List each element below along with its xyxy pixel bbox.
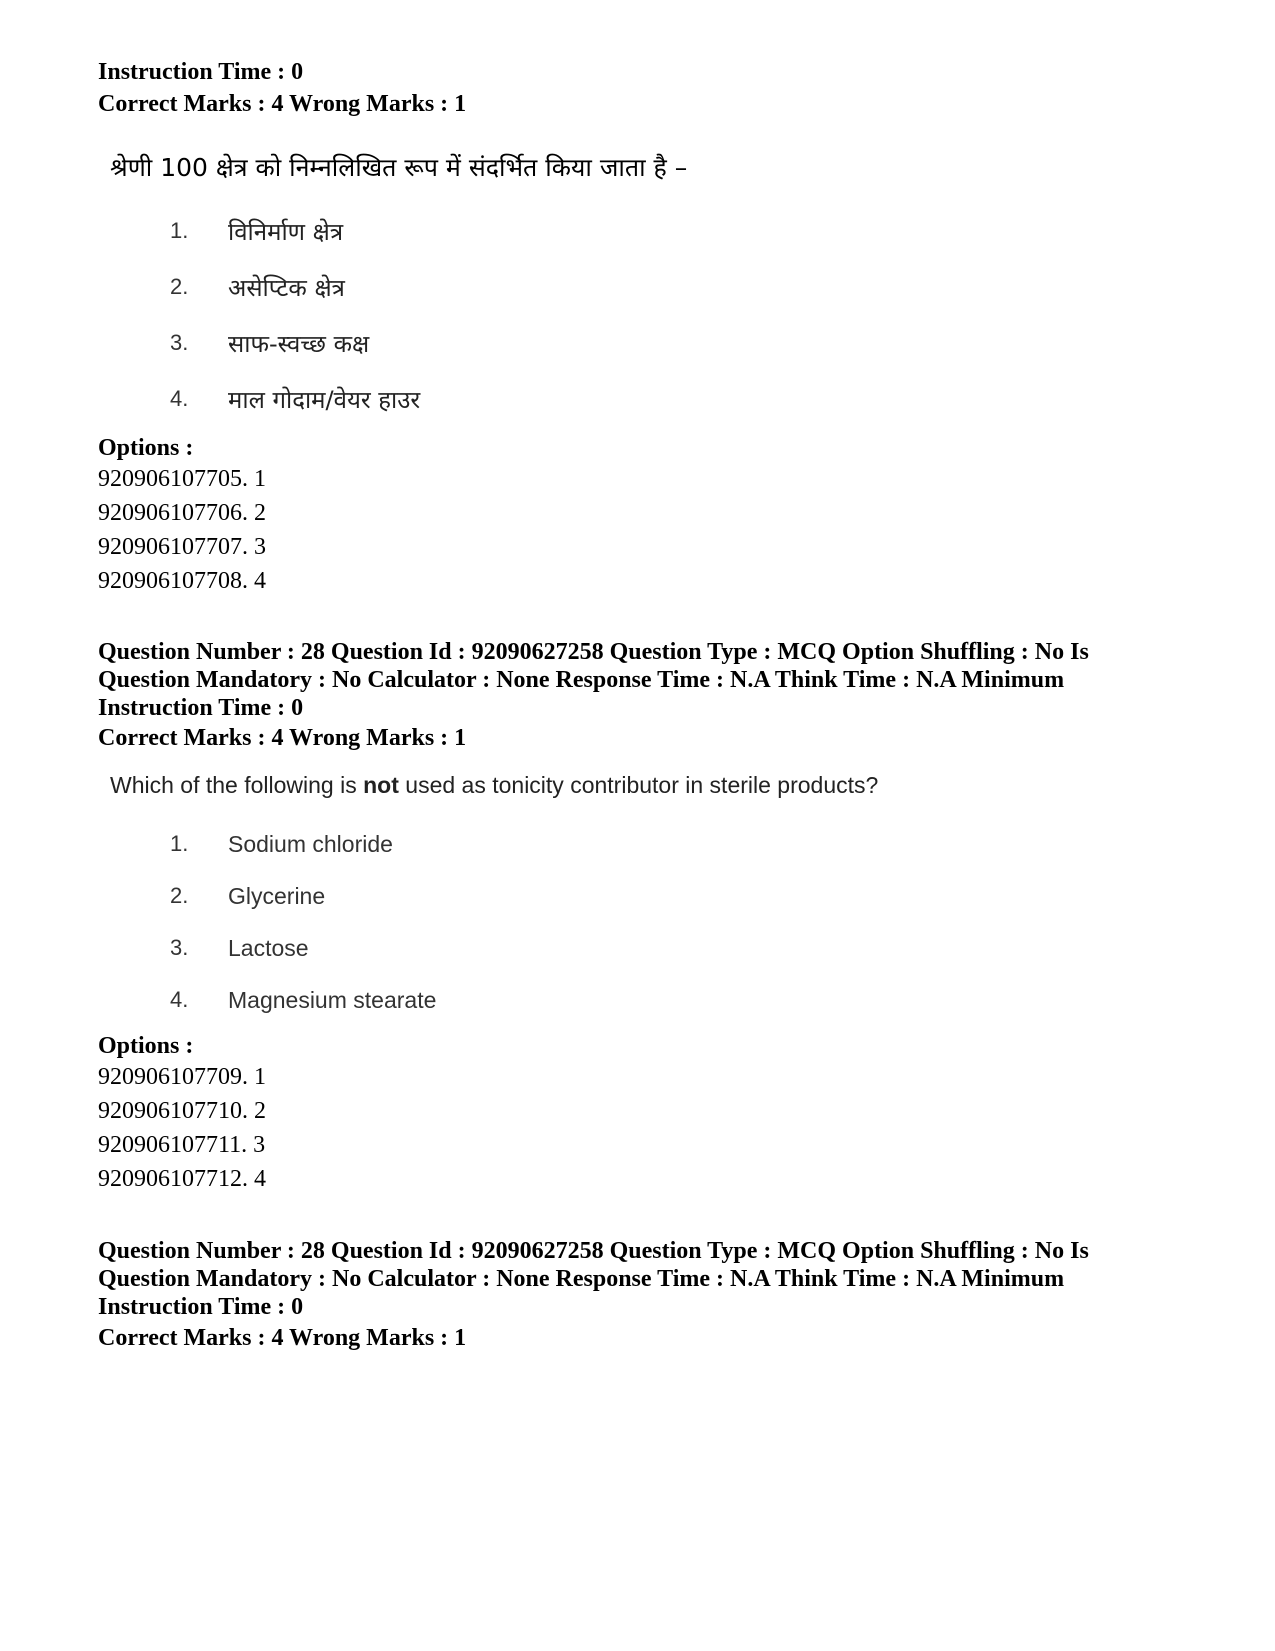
- choice-item: [170, 922, 436, 974]
- option-row: 920906107708. 4: [98, 568, 266, 594]
- choice-number: 2.: [170, 274, 189, 299]
- option-row: 920906107706. 2: [98, 500, 266, 526]
- options-list: [98, 462, 1178, 598]
- choice-number: 1.: [170, 218, 189, 243]
- marks-line: Correct Marks : 4 Wrong Marks : 1: [98, 91, 467, 117]
- emphasis: not: [363, 772, 399, 798]
- question-stem: Which of the following is not used as tonicity contributor in sterile products?: [110, 772, 879, 798]
- choice-item: [170, 870, 436, 922]
- question-meta: Question Number : 28 Question Id : 92090627258 Question Type : MCQ Option Shuffling : No Is Question Mandatory : No Calculator : None Response Time : N.A Think Time : N.A Minimum Instruction Time : 0: [98, 1238, 1089, 1320]
- choice-number: 4.: [170, 987, 189, 1012]
- choice-text: Lactose: [228, 934, 309, 961]
- choice-number: 3.: [170, 330, 189, 355]
- marks-line: Correct Marks : 4 Wrong Marks : 1: [98, 1325, 467, 1351]
- options-label: Options :: [98, 1033, 194, 1059]
- choice-text: Magnesium stearate: [228, 986, 437, 1013]
- choice-text: माल गोदाम/वेयर हाउर: [228, 385, 421, 414]
- question-stem: श्रेणी 100 क्षेत्र को निम्नलिखित रूप में संदर्भित किया जाता है –: [110, 153, 688, 182]
- option-row: 920906107712. 4: [98, 1166, 266, 1192]
- choice-text: साफ-स्वच्छ कक्ष: [228, 329, 370, 358]
- question-meta: Question Number : 28 Question Id : 92090627258 Question Type : MCQ Option Shuffling : No Is Question Mandatory : No Calculator : None Response Time : N.A Think Time : N.A Minimum Instruction Time : 0: [98, 639, 1089, 721]
- option-row: 920906107710. 2: [98, 1098, 266, 1124]
- options-label: Options :: [98, 435, 194, 461]
- choice-item: [170, 315, 420, 371]
- choice-number: 4.: [170, 386, 189, 411]
- choice-item: [170, 203, 420, 259]
- choice-item: [170, 259, 420, 315]
- choice-text: Glycerine: [228, 882, 326, 909]
- marks-line: Correct Marks : 4 Wrong Marks : 1: [98, 725, 467, 751]
- options-list: [98, 1060, 1178, 1196]
- choice-number: 1.: [170, 831, 189, 856]
- choice-text: Sodium chloride: [228, 830, 393, 857]
- choice-item: [170, 371, 420, 427]
- question-choices: [170, 818, 436, 1026]
- option-row: 920906107705. 1: [98, 466, 266, 492]
- choice-item: [170, 974, 436, 1026]
- choice-number: 2.: [170, 883, 189, 908]
- choice-number: 3.: [170, 935, 189, 960]
- instruction-time: Instruction Time : 0: [98, 59, 304, 85]
- option-row: 920906107711. 3: [98, 1132, 266, 1158]
- choice-text: असेप्टिक क्षेत्र: [228, 273, 345, 302]
- choice-text: विनिर्माण क्षेत्र: [228, 217, 344, 246]
- option-row: 920906107709. 1: [98, 1064, 266, 1090]
- option-row: 920906107707. 3: [98, 534, 266, 560]
- question-choices: [170, 203, 420, 427]
- choice-item: [170, 818, 436, 870]
